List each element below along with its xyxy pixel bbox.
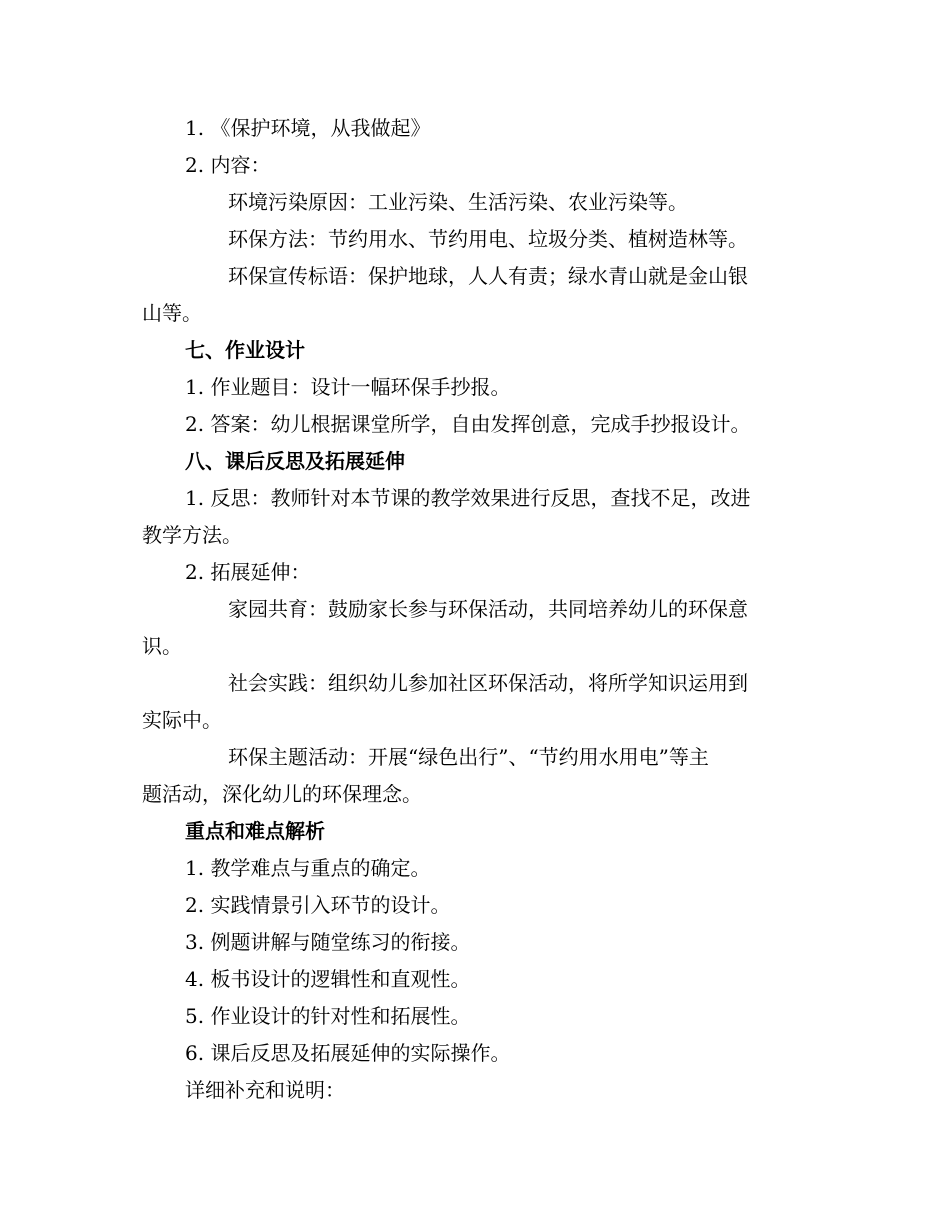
- extension-theme-line1: 环保主题活动：开展“绿色出行”、“节约用水用电”等主: [228, 745, 709, 769]
- list-item-theme-title: 1. 《保护环境，从我做起》: [185, 116, 431, 140]
- key-point-item-2: 2. 实践情景引入环节的设计。: [185, 893, 451, 917]
- key-point-item-1: 1. 教学难点与重点的确定。: [185, 856, 431, 880]
- content-pollution-causes: 环境污染原因：工业污染、生活污染、农业污染等。: [228, 190, 688, 214]
- content-protection-methods: 环保方法：节约用水、节约用电、垃圾分类、植树造林等。: [228, 227, 748, 251]
- extension-home-line1: 家园共育：鼓励家长参与环保活动，共同培养幼儿的环保意: [228, 597, 748, 621]
- content-slogans-line1: 环保宣传标语：保护地球，人人有责；绿水青山就是金山银: [228, 264, 748, 288]
- extension-home-line2: 识。: [142, 634, 182, 658]
- key-point-item-5: 5. 作业设计的针对性和拓展性。: [185, 1004, 471, 1028]
- reflection-item-line1: 1. 反思：教师针对本节课的教学效果进行反思，查找不足，改进: [185, 486, 751, 510]
- reflection-item-line2: 教学方法。: [142, 523, 242, 547]
- homework-item-answer: 2. 答案：幼儿根据课堂所学，自由发挥创意，完成手抄报设计。: [185, 412, 751, 436]
- section-heading-key-points: 重点和难点解析: [185, 819, 325, 843]
- extension-social-line1: 社会实践：组织幼儿参加社区环保活动，将所学知识运用到: [228, 671, 748, 695]
- key-point-item-4: 4. 板书设计的逻辑性和直观性。: [185, 967, 471, 991]
- extension-item-label: 2. 拓展延伸：: [185, 560, 311, 584]
- supplement-heading: 详细补充和说明：: [185, 1078, 345, 1102]
- key-point-item-3: 3. 例题讲解与随堂练习的衔接。: [185, 930, 471, 954]
- section-heading-homework: 七、作业设计: [185, 338, 305, 362]
- homework-item-topic: 1. 作业题目：设计一幅环保手抄报。: [185, 375, 511, 399]
- extension-theme-line2: 题活动，深化幼儿的环保理念。: [142, 782, 422, 806]
- content-slogans-line2: 山等。: [142, 301, 202, 325]
- section-heading-reflection: 八、课后反思及拓展延伸: [185, 449, 405, 473]
- extension-social-line2: 实际中。: [142, 708, 222, 732]
- list-item-content-label: 2. 内容：: [185, 153, 271, 177]
- key-point-item-6: 6. 课后反思及拓展延伸的实际操作。: [185, 1041, 511, 1065]
